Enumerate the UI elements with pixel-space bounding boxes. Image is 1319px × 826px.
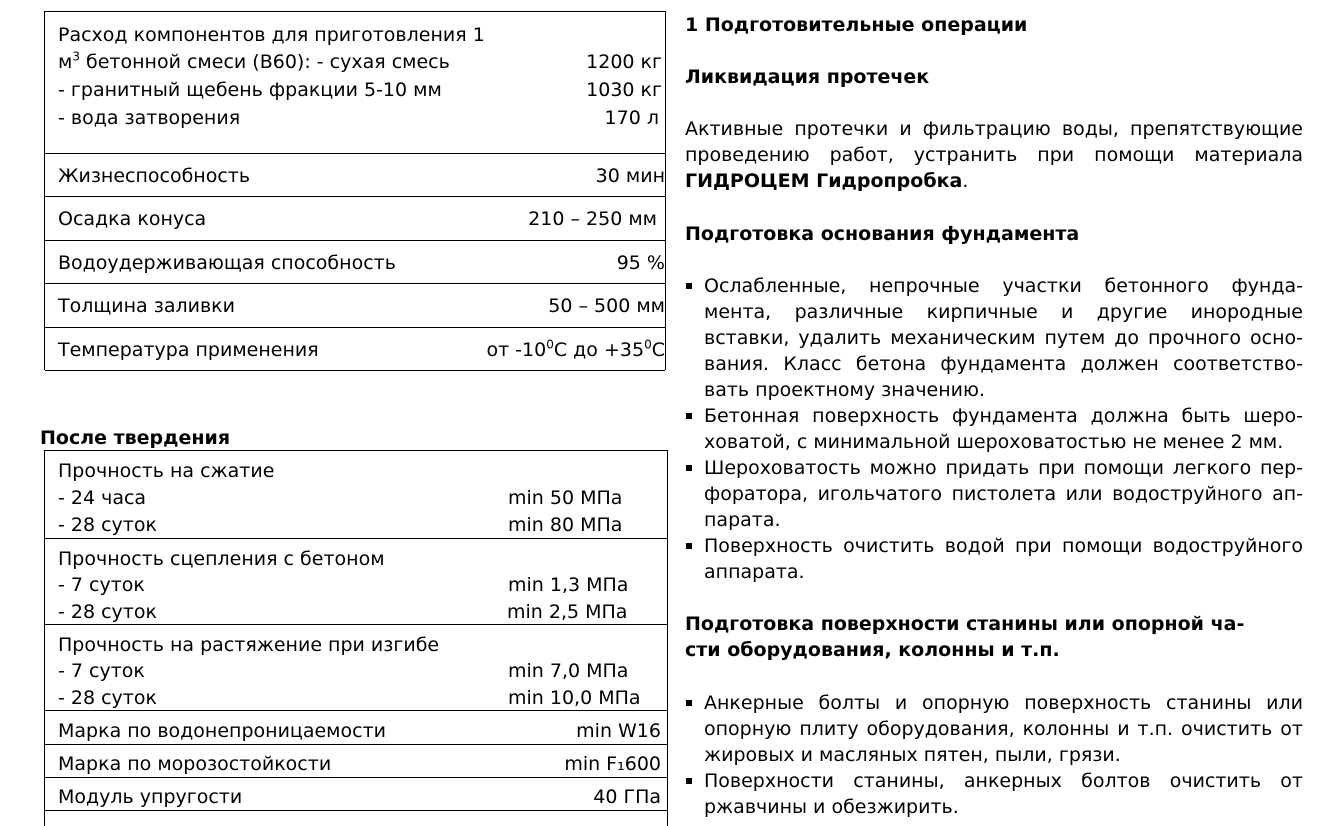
row-label: Водоудерживающая способность — [58, 252, 396, 274]
consumption-water-value: 170 л — [604, 107, 659, 129]
row-sublabel: - 7 суток — [58, 574, 145, 596]
table-row — [45, 154, 665, 197]
subsection-heading-line1: Подготовка поверхности станины или опорной ча- — [685, 613, 1245, 635]
row-label: Модуль упругости — [58, 786, 243, 808]
adhesion-row — [45, 539, 667, 625]
row-sublabel: - 28 суток — [58, 514, 157, 536]
row-label: Жизнеспособность — [58, 165, 251, 187]
consumption-gravel: - гранитный щебень фракции 5-10 мм — [58, 79, 442, 101]
row-value: min F₁600 — [564, 753, 661, 775]
list-item: Бетонная поверхность фундамента должна быть шеро-ховатой, с минимальной шероховатостью не менее 2 мм. — [685, 403, 1303, 455]
row-sublabel: - 7 суток — [58, 660, 145, 682]
consumption-row — [45, 12, 665, 154]
row-value: от $-10^0С$ до $+35^0С$ — [486, 337, 665, 361]
row-label: Прочность сцепления с бетоном — [58, 548, 385, 570]
consumption-dry-mix: $м^3$ бетонной смеси (В60): - сухая смесь — [58, 49, 450, 73]
table-row — [45, 197, 665, 241]
foundation-list — [685, 273, 1303, 585]
subsection-heading: Ликвидация протечек — [685, 66, 930, 88]
row-value: 95 % — [616, 252, 665, 274]
row-sublabel: - 28 суток — [58, 687, 157, 709]
consumption-title: Расход компонентов для приготовления 1 — [58, 24, 485, 46]
row-label: Толщина заливки — [58, 295, 235, 317]
subsection-heading-line2: сти оборудования, колонны и т.п. — [685, 639, 1060, 661]
row-label: Прочность на растяжение при изгибе — [58, 634, 440, 656]
bending-row — [45, 625, 667, 711]
row-value: 210 – 250 мм — [528, 208, 657, 230]
row-sublabel: - 24 часа — [58, 487, 147, 509]
row-label: Осадка конуса — [58, 208, 207, 230]
waterproof-row — [45, 711, 667, 745]
list-item: Анкерные болты и опорную поверхность станины или опорную плиту оборудования, колонны и т.п. очистить от жировых и масляных пятен, пыли, грязи. — [685, 690, 1303, 768]
list-item: Ослабленные, непрочные участки бетонного фунда-мента, различные кирпичные и другие инородные вставки, удалить механическим путем до прочного осно-вания. Класс бетона фундамента должен соответство-вать проектному значению. — [685, 273, 1303, 403]
equipment-list — [685, 690, 1303, 820]
after-hardening-heading: После твердения — [40, 427, 231, 449]
temperature-row — [45, 328, 665, 371]
row-value: 30 мин — [595, 165, 665, 187]
row-value: 40 ГПа — [593, 786, 661, 808]
section-heading: 1 Подготовительные операции — [685, 14, 1028, 36]
table-row — [45, 284, 665, 328]
compression-row — [45, 451, 667, 539]
row-label: Температура применения — [58, 339, 319, 361]
list-item: Поверхность очистить водой при помощи водоструйного аппарата. — [685, 533, 1303, 585]
frost-row — [45, 745, 667, 778]
consumption-gravel-value: 1030 кг — [586, 79, 662, 101]
row-value: min 10,0 МПа — [508, 687, 641, 709]
list-item: Шероховатость можно придать при помощи легкого пер-форатора, игольчатого пистолета или водоструйного ап-парата. — [685, 455, 1303, 533]
row-value: min 50 МПа — [508, 487, 623, 509]
row-label: Прочность на сжатие — [58, 460, 275, 482]
row-value: 50 – 500 мм — [548, 295, 665, 317]
leak-paragraph: Активные протечки и фильтрацию воды, препятствующие проведению работ, устранить при помощи материала ГИДРОЦЕМ Гидропробка. — [685, 118, 1303, 192]
consumption-dry-mix-value: 1200 кг — [586, 51, 662, 73]
table-row — [45, 241, 665, 284]
table-border-right — [665, 11, 666, 370]
consumption-water: - вода затворения — [58, 107, 241, 129]
row-label: Марка по морозостойкости — [58, 753, 332, 775]
row-label: Марка по водонепроницаемости — [58, 720, 387, 742]
row-value: min 7,0 МПа — [508, 660, 629, 682]
modulus-row — [45, 778, 667, 811]
subsection-heading: Подготовка основания фундамента — [685, 223, 1080, 245]
list-item: Поверхности станины, анкерных болтов очистить от ржавчины и обезжирить. — [685, 768, 1303, 820]
table-border-right — [667, 450, 668, 826]
row-sublabel: - 28 суток — [58, 601, 157, 623]
row-value: min W16 — [576, 720, 661, 742]
row-value: min 80 МПа — [508, 514, 623, 536]
row-value: min 2,5 МПа — [507, 601, 628, 623]
row-value: min 1,3 МПа — [508, 574, 629, 596]
